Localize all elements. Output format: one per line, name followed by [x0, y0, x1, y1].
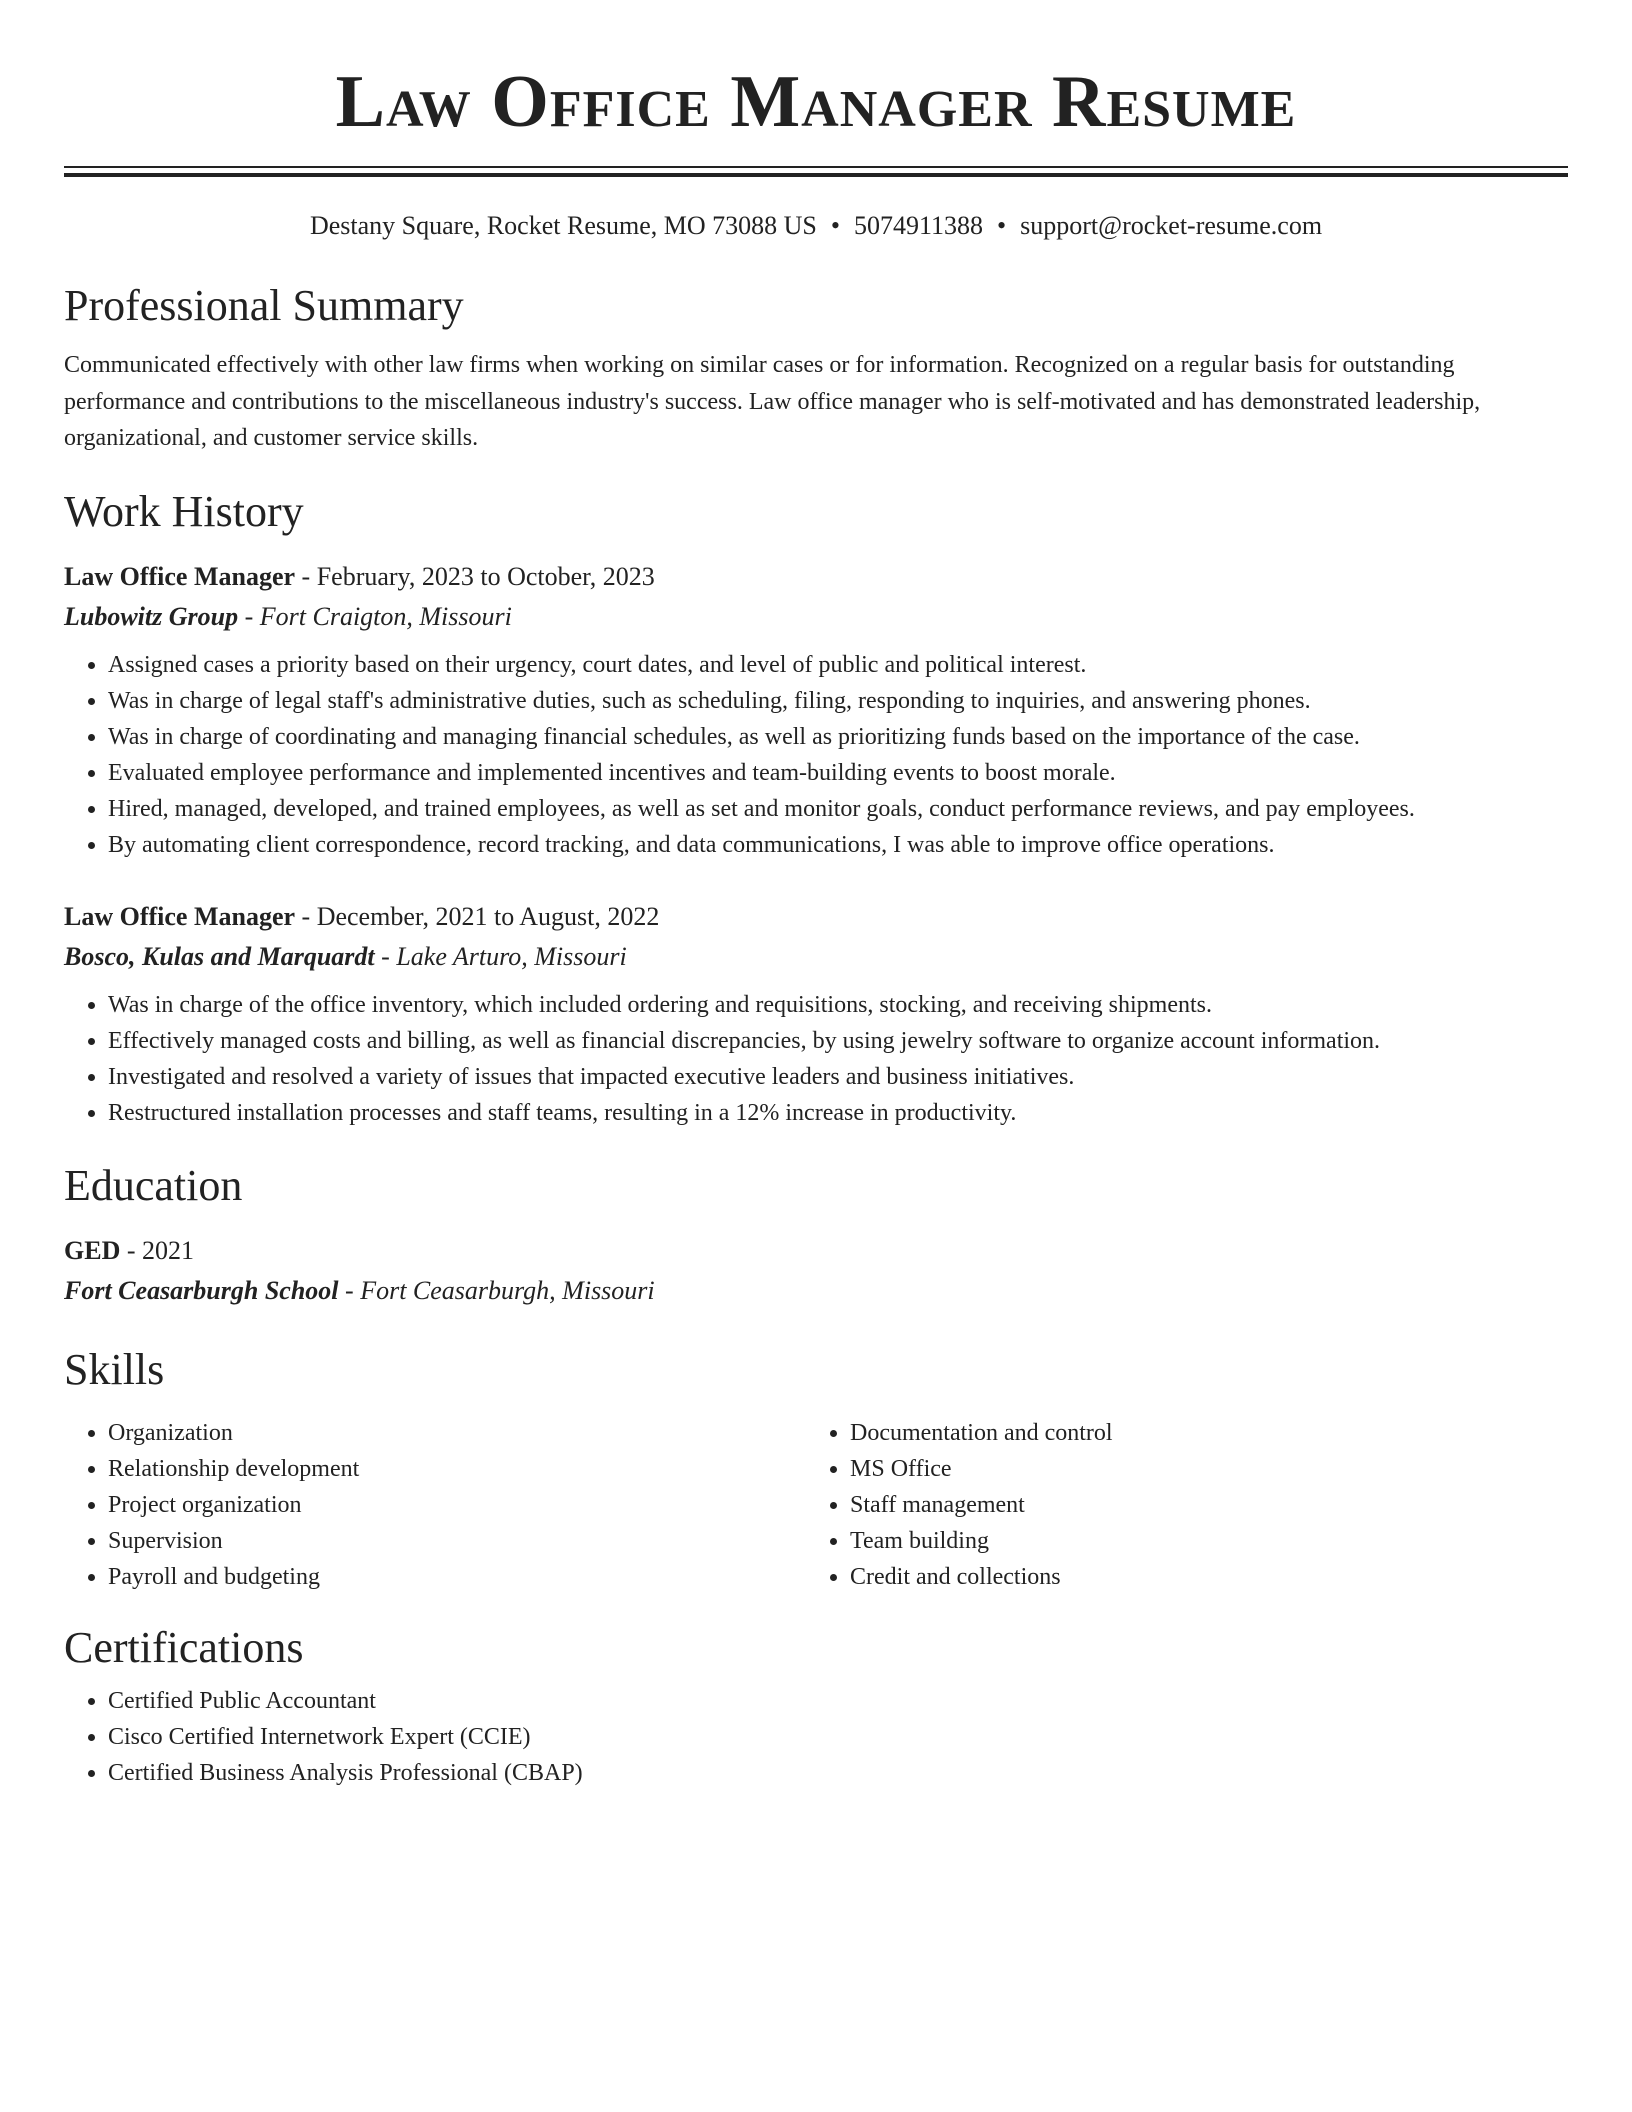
skill-item: • Supervision	[108, 1523, 806, 1559]
summary-text: Communicated effectively with other law firms when working on similar cases or for information. Recognized on a regular basis for outstanding performance and contributions to the miscellaneous industry's success. Law office manager who is self-motivated and has demonstrated leadership, organizational, and customer service skills.	[64, 352, 1481, 451]
education-heading: Education	[64, 1160, 243, 1210]
job-dates: - December, 2021 to August, 2022	[295, 901, 660, 931]
contact-phone: 5074911388	[853, 211, 984, 240]
resume-page	[64, 0, 1568, 1791]
job-duty: • Restructured installation processes and staff teams, resulting in a 12% increase in productivity.	[108, 1095, 1568, 1131]
skill-item: • Relationship development	[108, 1451, 806, 1487]
skills-list-right	[806, 1415, 1548, 1595]
job-title-line	[64, 557, 1568, 597]
education-entry	[64, 1231, 1568, 1311]
company-line	[64, 937, 1568, 977]
company-line	[64, 597, 1568, 637]
company-name: Bosco, Kulas and Marquardt	[64, 941, 375, 971]
resume-title: Law Office Manager Resume	[335, 61, 1297, 143]
job-duty: • Was in charge of coordinating and managing financial schedules, as well as prioritizing funds based on the importance of the case.	[108, 719, 1568, 755]
work-history-heading: Work History	[64, 486, 304, 536]
job-duty: • Hired, managed, developed, and trained employees, as well as set and monitor goals, conduct performance reviews, and pay employees.	[108, 791, 1568, 827]
skill-item: • Credit and collections	[850, 1559, 1548, 1595]
job-duty: • By automating client correspondence, record tracking, and data communications, I was able to improve office operations.	[108, 827, 1568, 863]
skill-item: • Team building	[850, 1523, 1548, 1559]
contact-address: Destany Square, Rocket Resume, MO 73088 US	[309, 211, 817, 240]
skill-item: • Payroll and budgeting	[108, 1559, 806, 1595]
certifications-list	[64, 1683, 1568, 1791]
company-location: - Fort Craigton, Missouri	[238, 601, 512, 631]
skill-item: • Project organization	[108, 1487, 806, 1523]
school-location: - Fort Ceasarburgh, Missouri	[338, 1275, 655, 1305]
certification-item: • Certified Public Accountant	[108, 1683, 1568, 1719]
graduation-year: - 2021	[120, 1235, 195, 1265]
job-duties-list	[64, 987, 1568, 1131]
job-duties-list	[64, 647, 1568, 863]
summary-heading: Professional Summary	[64, 281, 464, 330]
job-title: Law Office Manager	[64, 901, 296, 931]
skills-heading: Skills	[64, 1344, 165, 1394]
skill-item: • Staff management	[850, 1487, 1548, 1523]
job-title: Law Office Manager	[64, 561, 296, 591]
job-duty: • Was in charge of legal staff's administrative duties, such as scheduling, filing, responding to inquiries, and answering phones.	[108, 683, 1568, 719]
school-name: Fort Ceasarburgh School	[64, 1275, 339, 1305]
job-entry	[64, 897, 1568, 1131]
job-duty: • Assigned cases a priority based on their urgency, court dates, and level of public and political interest.	[108, 647, 1568, 683]
job-duty: • Investigated and resolved a variety of issues that impacted executive leaders and business initiatives.	[108, 1059, 1568, 1095]
job-dates: - February, 2023 to October, 2023	[295, 561, 655, 591]
certifications-heading: Certifications	[64, 1622, 304, 1672]
skills-grid	[64, 1415, 1568, 1595]
certification-item: • Cisco Certified Internetwork Expert (CCIE)	[108, 1719, 1568, 1755]
skill-item: • Organization	[108, 1415, 806, 1451]
certification-item: • Certified Business Analysis Professional (CBAP)	[108, 1755, 1568, 1791]
title-divider-thick	[64, 173, 1568, 177]
company-name: Lubowitz Group	[64, 601, 239, 631]
school-line	[64, 1271, 1568, 1311]
skill-item: • Documentation and control	[850, 1415, 1548, 1451]
job-title-line	[64, 897, 1568, 937]
company-location: - Lake Arturo, Missouri	[374, 941, 627, 971]
degree-line	[64, 1231, 1568, 1271]
job-entry	[64, 557, 1568, 863]
contact-separator: •	[997, 211, 1007, 240]
job-duty: • Effectively managed costs and billing, as well as financial discrepancies, by using jewelry software to organize account information.	[108, 1023, 1568, 1059]
job-duty: • Was in charge of the office inventory, which included ordering and requisitions, stocking, and receiving shipments.	[108, 987, 1568, 1023]
skill-item: • MS Office	[850, 1451, 1548, 1487]
contact-email: support@rocket-resume.com	[1020, 211, 1323, 240]
contact-separator: •	[830, 211, 840, 240]
contact-line	[64, 211, 1568, 241]
degree: GED	[64, 1235, 121, 1265]
job-duty: • Evaluated employee performance and implemented incentives and team-building events to boost morale.	[108, 755, 1568, 791]
skills-list-left	[64, 1415, 806, 1595]
title-divider-thin	[64, 166, 1568, 168]
